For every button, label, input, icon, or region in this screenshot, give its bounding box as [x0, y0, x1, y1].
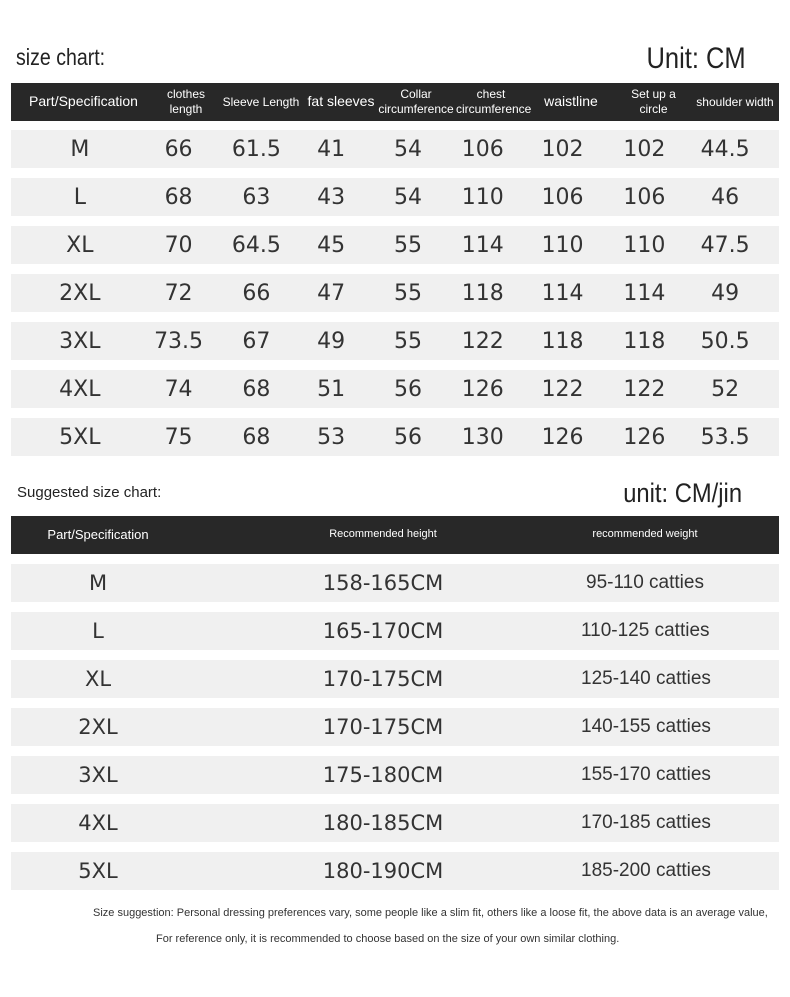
size-cell: XL [66, 232, 94, 258]
suggested-cell: 3XL [78, 763, 118, 787]
size-cell: 126 [461, 376, 504, 402]
suggested-cell: 175-180CM [322, 763, 444, 787]
size-cell: 122 [623, 376, 666, 402]
suggested-row [11, 756, 779, 794]
header-chest-circumference: chest circumference [456, 87, 532, 116]
size-cell: 64.5 [231, 232, 281, 258]
header-collar-circumference: Collar circumference [378, 87, 454, 116]
suggested-row [11, 564, 779, 602]
size-cell: 56 [393, 376, 422, 402]
size-cell: 51 [317, 376, 346, 402]
suggested-cell: 170-175CM [322, 667, 444, 691]
size-row [11, 130, 779, 168]
suggested-chart-title: Suggested size chart: [17, 484, 162, 501]
header-part-specification: Part/Specification [47, 526, 149, 542]
size-cell: 49 [317, 328, 346, 354]
header-recommended-weight: recommended weight [592, 528, 698, 541]
size-cell: 114 [461, 232, 504, 258]
size-cell: 122 [461, 328, 504, 354]
size-cell: 4XL [59, 376, 101, 402]
size-cell: 68 [242, 424, 271, 450]
suggested-cell: 140-155 catties [581, 716, 711, 737]
size-cell: 110 [541, 232, 584, 258]
size-cell: 74 [164, 376, 193, 402]
size-row [11, 370, 779, 408]
size-cell: 63 [242, 184, 271, 210]
suggested-row [11, 804, 779, 842]
size-cell: 56 [393, 424, 422, 450]
size-row [11, 418, 779, 456]
reference-note: For reference only, it is recommended to choose based on the size of your own similar clothing. [156, 933, 620, 945]
size-cell: 72 [164, 280, 193, 306]
size-cell: 118 [461, 280, 504, 306]
size-cell: 67 [242, 328, 271, 354]
size-cell: 102 [541, 136, 584, 162]
size-cell: 118 [623, 328, 666, 354]
suggested-cell: XL [84, 667, 112, 691]
header-set-up-circle: Set up a circle [631, 87, 676, 116]
size-cell: 102 [623, 136, 666, 162]
size-cell: 47 [317, 280, 346, 306]
size-cell: 49 [711, 280, 740, 306]
suggested-cell: 110-125 catties [581, 620, 710, 641]
size-cell: 68 [242, 376, 271, 402]
size-cell: L [73, 184, 86, 210]
size-cell: 130 [461, 424, 504, 450]
size-cell: 52 [711, 376, 740, 402]
size-cell: 54 [393, 184, 422, 210]
size-cell: 41 [317, 136, 346, 162]
size-row [11, 274, 779, 312]
size-cell: 54 [393, 136, 422, 162]
size-cell: 45 [317, 232, 346, 258]
header-fat-sleeves: fat sleeves [307, 93, 375, 110]
size-cell: 110 [461, 184, 504, 210]
header-part-specification: Part/Specification [29, 93, 138, 110]
size-cell: 53 [317, 424, 346, 450]
size-cell: 68 [164, 184, 193, 210]
size-cell: 55 [393, 280, 422, 306]
size-cell: 3XL [59, 328, 101, 354]
size-cell: 118 [541, 328, 584, 354]
suggested-cell: 170-185 catties [581, 812, 711, 833]
size-cell: 43 [317, 184, 346, 210]
size-cell: 66 [164, 136, 193, 162]
size-chart-title: size chart: [16, 44, 106, 70]
size-row [11, 226, 779, 264]
size-suggestion-note: Size suggestion: Personal dressing preferences vary, some people like a slim fit, others like a loose fit, the above data is an average value, [93, 907, 768, 919]
suggested-cell: L [92, 619, 104, 643]
size-cell: 126 [541, 424, 584, 450]
header-shoulder-width: shoulder width [696, 94, 774, 109]
size-cell: 47.5 [700, 232, 750, 258]
size-cell: 53.5 [700, 424, 750, 450]
header-clothes-length: clothes length [166, 87, 206, 116]
suggested-chart-header [11, 516, 779, 554]
suggested-chart-unit: unit: CM/jin [623, 478, 742, 508]
header-waistline: waistline [544, 93, 598, 110]
size-cell: 114 [541, 280, 584, 306]
suggested-cell: 4XL [78, 811, 118, 835]
size-cell: 126 [623, 424, 666, 450]
size-cell: 2XL [59, 280, 101, 306]
size-cell: 5XL [59, 424, 101, 450]
suggested-cell: M [88, 571, 108, 595]
size-cell: 55 [393, 328, 422, 354]
size-row [11, 322, 779, 360]
suggested-cell: 170-175CM [322, 715, 444, 739]
header-sleeve-length: Sleeve Length [222, 94, 300, 109]
suggested-cell: 165-170CM [322, 619, 444, 643]
suggested-cell: 185-200 catties [581, 860, 711, 881]
suggested-cell: 95-110 catties [586, 572, 704, 593]
size-cell: 73.5 [154, 328, 204, 354]
size-cell: 106 [541, 184, 584, 210]
suggested-cell: 155-170 catties [581, 764, 711, 785]
size-cell: 70 [164, 232, 193, 258]
suggested-row [11, 708, 779, 746]
size-cell: 122 [541, 376, 584, 402]
suggested-cell: 2XL [78, 715, 118, 739]
size-chart-unit: Unit: CM [646, 42, 746, 75]
suggested-row [11, 660, 779, 698]
size-cell: 106 [461, 136, 504, 162]
size-cell: 106 [623, 184, 666, 210]
size-cell: 61.5 [231, 136, 281, 162]
suggested-cell: 125-140 catties [581, 668, 711, 689]
size-cell: 75 [164, 424, 193, 450]
size-cell: 44.5 [700, 136, 750, 162]
size-cell: 46 [711, 184, 740, 210]
size-cell: 66 [242, 280, 271, 306]
suggested-cell: 180-185CM [322, 811, 444, 835]
suggested-row [11, 612, 779, 650]
size-chart-header [11, 83, 779, 121]
size-row [11, 178, 779, 216]
size-cell: M [70, 136, 90, 162]
size-cell: 50.5 [700, 328, 750, 354]
size-cell: 114 [623, 280, 666, 306]
size-cell: 55 [393, 232, 422, 258]
size-cell: 110 [623, 232, 666, 258]
suggested-cell: 180-190CM [322, 859, 444, 883]
header-recommended-height: Recommended height [329, 528, 437, 541]
suggested-cell: 158-165CM [322, 571, 444, 595]
suggested-row [11, 852, 779, 890]
suggested-cell: 5XL [78, 859, 118, 883]
